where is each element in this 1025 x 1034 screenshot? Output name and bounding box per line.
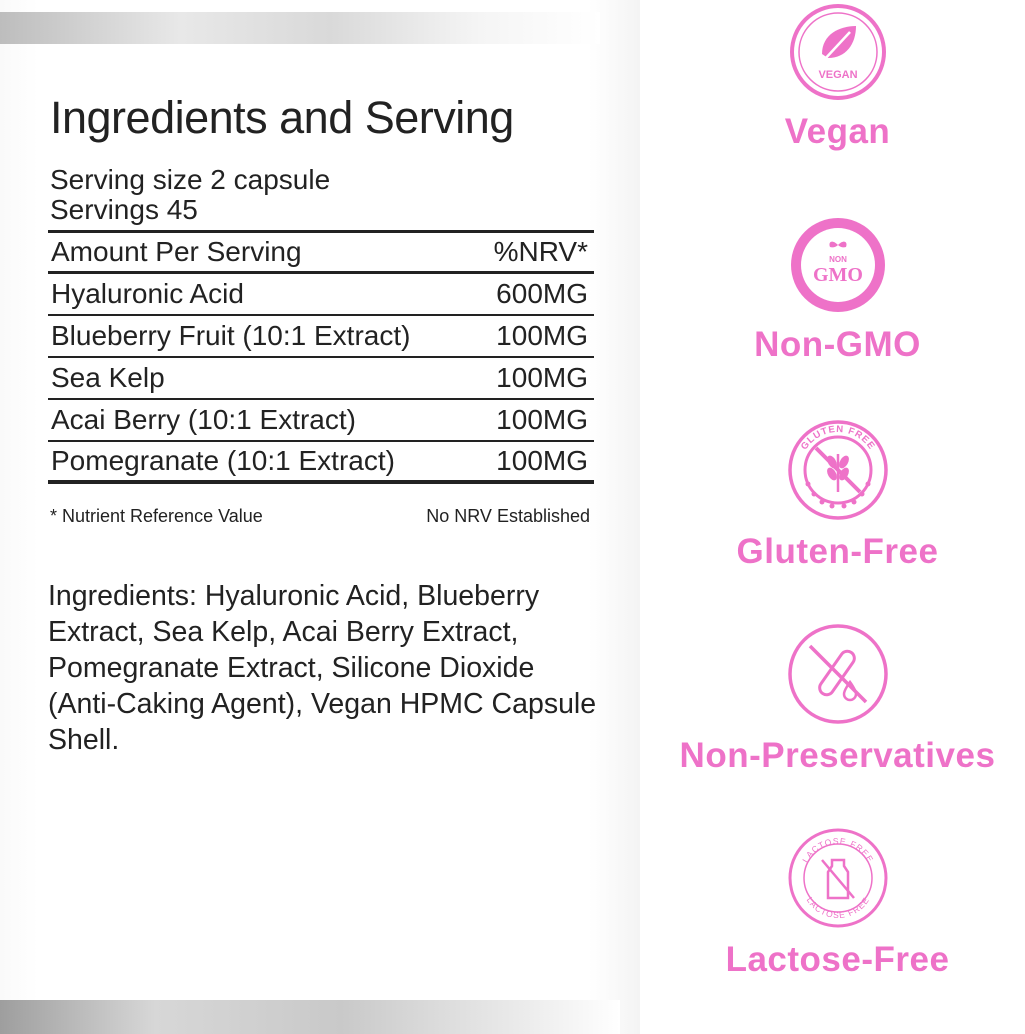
non-gmo-icon-text-top: NON	[828, 255, 847, 264]
serving-size: Serving size 2 capsule	[50, 164, 331, 195]
badge-label-non-gmo: Non-GMO	[754, 325, 921, 364]
non-gmo-icon-text-main: GMO	[812, 264, 863, 286]
vegan-icon-text: VEGAN	[817, 69, 858, 81]
non-gmo-icon	[788, 215, 888, 315]
lactose-free-icon-text-bottom: LACTOSE FREE	[804, 894, 871, 921]
lactose-free-icon	[786, 826, 890, 930]
ingredient-name: Pomegranate (10:1 Extract)	[51, 445, 395, 476]
badge-label-gluten-free: Gluten-Free	[736, 532, 939, 571]
nutrition-table	[48, 230, 594, 484]
footnotes	[50, 506, 590, 527]
badge-non-gmo	[650, 215, 1025, 365]
footnote-no-nrv: No NRV Established	[426, 506, 590, 526]
table-row	[48, 274, 594, 316]
ingredient-name: Hyaluronic Acid	[51, 278, 244, 309]
ingredient-name: Blueberry Fruit (10:1 Extract)	[51, 320, 411, 351]
servings-count: Servings 45	[50, 194, 198, 225]
gluten-free-icon	[786, 418, 890, 522]
label-bottom-band	[0, 1000, 620, 1034]
gluten-free-icon-text: GLUTEN FREE	[798, 423, 877, 453]
no-preservatives-icon	[786, 622, 890, 726]
badge-label-lactose-free: Lactose-Free	[725, 940, 950, 979]
table-row	[48, 316, 594, 358]
ingredients-list: Ingredients: Hyaluronic Acid, Blueberry Extract, Sea Kelp, Acai Berry Extract, Pomegranate Extract, Silicone Dioxide (Anti-Caking Agent), Vegan HPMC Capsule Shell.	[48, 580, 597, 756]
header-amount-per-serving: Amount Per Serving	[51, 236, 302, 267]
table-header-row	[48, 230, 594, 274]
header-nrv: %NRV*	[493, 236, 588, 267]
table-row	[48, 442, 594, 484]
ingredient-amount: 100MG	[496, 362, 588, 393]
badge-label-non-preservatives: Non-Preservatives	[679, 736, 996, 775]
ingredient-name: Sea Kelp	[51, 362, 165, 393]
label-top-band	[0, 12, 600, 44]
ingredient-name: Acai Berry (10:1 Extract)	[51, 404, 356, 435]
table-row	[48, 400, 594, 442]
ingredient-amount: 100MG	[496, 445, 588, 476]
badge-column	[650, 0, 1025, 1034]
ingredient-amount: 100MG	[496, 320, 588, 351]
badge-vegan	[650, 2, 1025, 152]
badge-non-preservatives	[650, 622, 1025, 776]
badge-lactose-free	[650, 826, 1025, 980]
vegan-leaf-icon	[788, 2, 888, 102]
badge-label-vegan: Vegan	[784, 112, 891, 151]
ingredient-amount: 600MG	[496, 278, 588, 309]
ingredient-amount: 100MG	[496, 404, 588, 435]
serving-info	[50, 165, 610, 225]
table-row	[48, 358, 594, 400]
footnote-nrv: * Nutrient Reference Value	[50, 506, 263, 526]
label-title: Ingredients and Serving	[50, 92, 514, 143]
badge-gluten-free	[650, 418, 1025, 572]
lactose-free-icon-text-top: LACTOSE FREE	[799, 835, 876, 865]
